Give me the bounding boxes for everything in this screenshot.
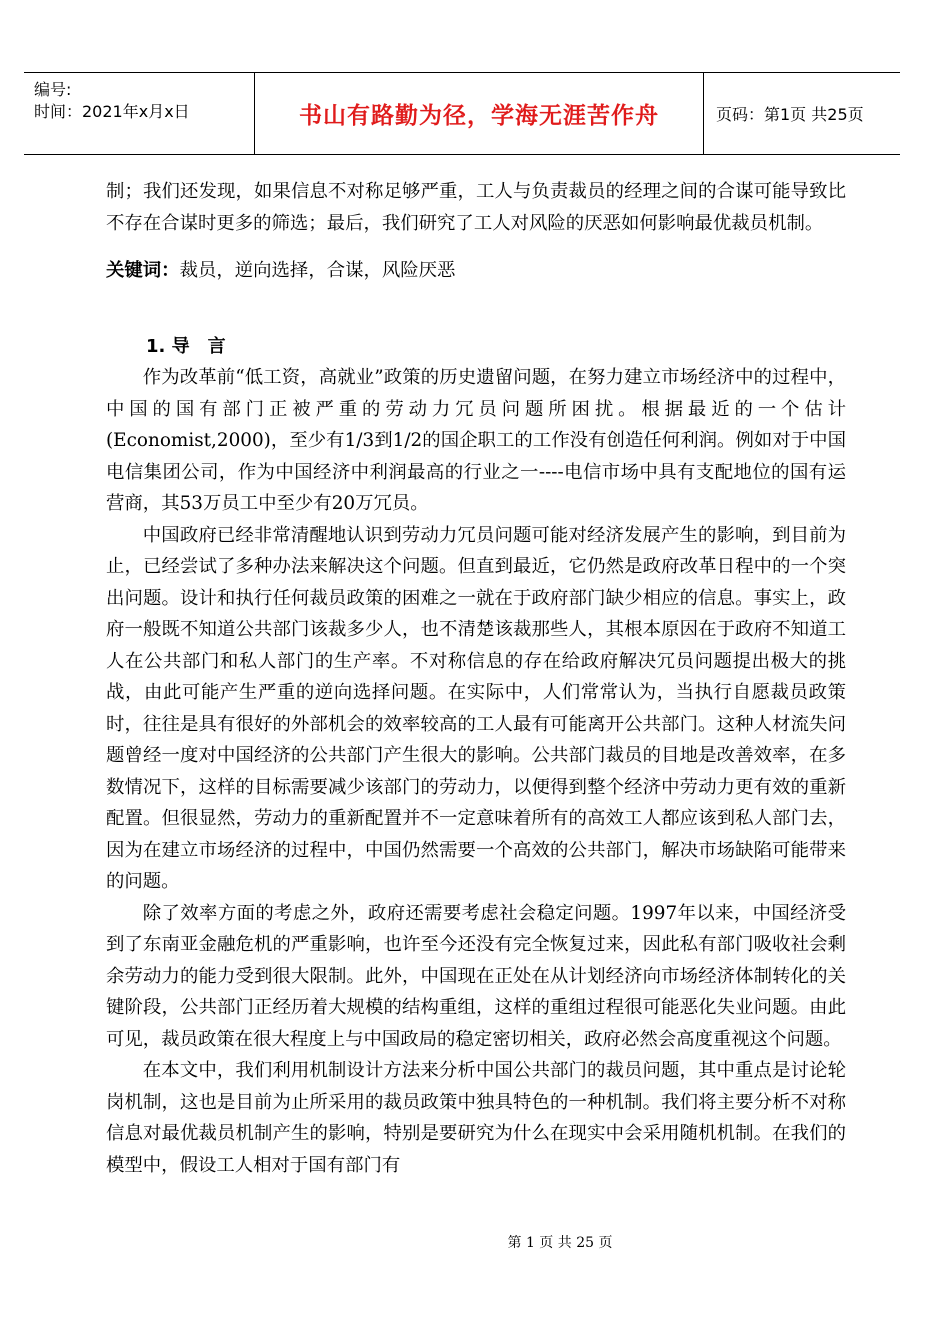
abstract-tail: 制；我们还发现，如果信息不对称足够严重，工人与负责裁员的经理之间的合谋可能导致比不存在合谋时更多的筛选；最后，我们研究了工人对风险的厌恶如何影响最优裁员机制。 <box>106 181 846 234</box>
header-meta <box>24 73 254 154</box>
paragraph: 除了效率方面的考虑之外，政府还需要考虑社会稳定问题。1997年以来，中国经济受到了东南亚金融危机的严重影响，也许至今还没有完全恢复过来，因此私有部门吸收社会剩余劳动力的能力受到很大限制。此外，中国现在正处在从计划经济向市场经济体制转化的关键阶段，公共部门正经历着大规模的结构重组，这样的重组过程很可能恶化失业问题。由此可见，裁员政策在很大程度上与中国政局的稳定密切相关，政府必然会高度重视这个问题。 <box>106 902 846 1050</box>
paragraph: 在本文中，我们利用机制设计方法来分析中国公共部门的裁员问题，其中重点是讨论轮岗机制，这也是目前为止所采用的裁员政策中独具特色的一种机制。我们将主要分析不对称信息对最优裁员机制产生的影响，特别是要研究为什么在现实中会采用随机机制。在我们的模型中，假设工人相对于国有部门有 <box>106 1060 846 1176</box>
paragraph: 中国政府已经非常清醒地认识到劳动力冗员问题可能对经济发展产生的影响，到目前为止，已经尝试了多种办法来解决这个问题。但直到最近，它仍然是政府改革日程中的一个突出问题。设计和执行任何裁员政策的困难之一就在于政府部门缺少相应的信息。事实上，政府一般既不知道公共部门该裁多少人，也不清楚该裁那些人，其根本原因在于政府不知道工人在公共部门和私人部门的生产率。不对称信息的存在给政府解决冗员问题提出极大的挑战，由此可能产生严重的逆向选择问题。在实际中，人们常常认为，当执行自愿裁员政策时，往往是具有很好的外部机会的效率较高的工人最有可能离开公共部门。这种人材流失问题曾经一度对中国经济的公共部门产生很大的影响。公共部门裁员的目地是改善效率，在多数情况下，这样的目标需要减少该部门的劳动力，以便得到整个经济中劳动力更有效的重新配置。但很显然，劳动力的重新配置并不一定意味着所有的高效工人都应该到私人部门去，因为在建立市场经济的过程中，中国仍然需要一个高效的公共部门，解决市场缺陷可能带来的问题。 <box>106 524 846 892</box>
keywords-label: 关键词： <box>106 260 180 281</box>
number-label: 编号: <box>34 80 72 99</box>
time-label: 时间：2021年x月x日 <box>34 102 190 121</box>
header-page-info: 页码：第1页 共25页 <box>716 105 864 124</box>
document-header <box>24 72 900 155</box>
header-motto: 书山有路勤为径，学海无涯苦作舟 <box>299 103 659 129</box>
page-footer: 第 1 页 共 25 页 <box>507 1235 613 1251</box>
header-motto-cell <box>254 73 704 154</box>
keywords-text: 裁员，逆向选择，合谋，风险厌恶 <box>179 260 456 281</box>
paragraph: 作为改革前“低工资，高就业”政策的历史遗留问题，在努力建立市场经济中的过程中，中国的国有部门正被严重的劳动力冗员问题所困扰。根据最近的一个估计(Economist,2000)，至少有1/3到1/2的国企职工的工作没有创造任何利润。例如对于中国电信集团公司，作为中国经济中利润最高的行业之一----电信市场中具有支配地位的国有运营商，其53万员工中至少有20万冗员。 <box>106 367 846 514</box>
keywords-line <box>106 255 846 287</box>
document-body <box>106 176 846 1181</box>
section-title: 1. 导 言 <box>146 335 226 357</box>
